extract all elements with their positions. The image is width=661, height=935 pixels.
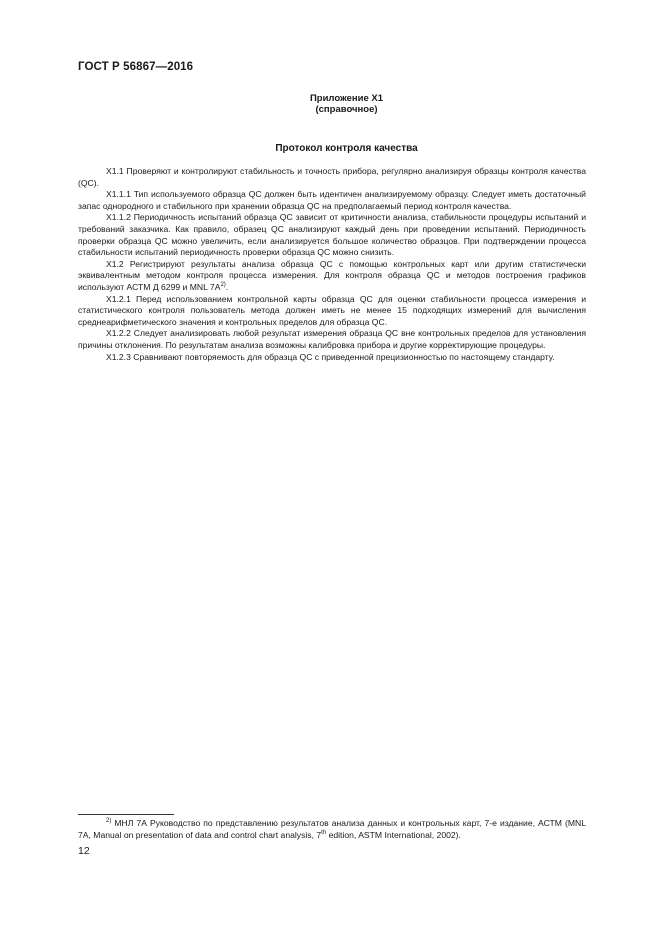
paragraph-tail: . — [225, 281, 229, 292]
appendix-note: (справочное) — [315, 104, 378, 115]
footnote-text-end: edition, ASTM International, 2002). — [326, 829, 461, 840]
footnote-superscript: th — [321, 829, 327, 836]
section-title: Протокол контроля качества — [275, 143, 418, 154]
appendix-title: Приложение Х1 — [309, 93, 384, 104]
footnote-marker: 2) — [106, 818, 112, 825]
paragraph-text: Х1.2 Регистрируют результаты анализа образца QC с помощью контрольных карт или другим статистически эквивалентным методом контроля процесса измерения. Для контроля образца QC и методов построения графиков используют АСТМ Д 6299 и MNL 7A — [78, 258, 586, 292]
footnote-text: МНЛ 7А Руководство по представлению результатов анализа данных и контрольных карт, 7-е издание, АСТМ (MNL 7A, Manual on presentation of data and control chart analysis, 7 — [78, 818, 586, 840]
paragraph: Х1.1.2 Периодичность испытаний образца QC зависит от критичности анализа, стабильности процедуры испытаний и требований заказчика. Как правило, образец QC анализируют каждый день при проведении испытаний. Периодичность проверки образца QC можно увеличить, если анализируется большое количество образцов. При подтверждении процесса стабильности испытаний периодичность проверки образца QC можно снизить. — [78, 212, 586, 258]
paragraph: Х1.2.1 Перед использованием контрольной карты образца QC для оценки стабильности процесса измерения и статистического контроля пользователь метода должен иметь не менее 15 подходящих измерений для вычисления среднеарифметического значения и контрольных пределов для образца QC. — [78, 293, 586, 327]
paragraph: Х1.2.3 Сравнивают повторяемость для образца QC с приведенной прецизионностью по настоящему стандарту. — [106, 351, 555, 362]
footnote-divider — [78, 814, 174, 815]
document-code: ГОСТ Р 56867—2016 — [78, 61, 194, 73]
page-number: 12 — [78, 845, 90, 857]
footnote — [78, 818, 586, 841]
paragraph: Х1.1 Проверяют и контролируют стабильность и точность прибора, регулярно анализируя образцы контроля качества (QC). — [78, 166, 586, 188]
paragraph: Х1.2.2 Следует анализировать любой результат измерения образца QC вне контрольных пределов для установления причины отклонения. По результатам анализа возможны калибровка прибора и другие корректирующие процедуры. — [78, 328, 586, 350]
paragraph — [78, 259, 586, 294]
footnote-reference[interactable]: 2) — [220, 282, 226, 289]
paragraph: Х1.1.1 Тип используемого образца QC должен быть идентичен анализируемому образцу. Следует иметь достаточный запас однородного и стабильного при хранении образца QC на предполагаемый период контроля качества. — [78, 189, 586, 211]
body-text — [78, 166, 586, 363]
